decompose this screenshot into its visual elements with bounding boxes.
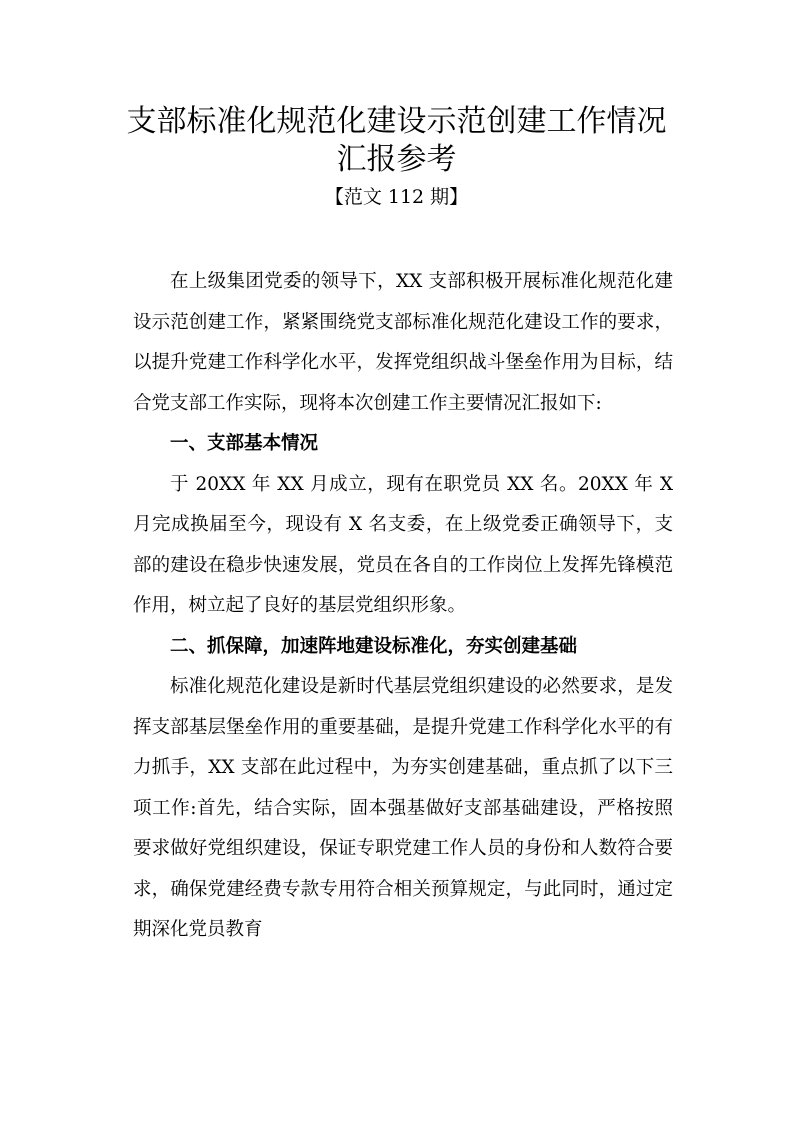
document-title-line-1: 支部标准化规范化建设示范创建工作情况 xyxy=(126,104,667,139)
document-body xyxy=(133,262,673,951)
section-heading-basic-info: 一、支部基本情况 xyxy=(170,433,319,454)
document-issue-label: 【范文 112 期】 xyxy=(324,186,469,208)
section-paragraph-guarantee: 标准化规范化建设是新时代基层党组织建设的必然要求，是发挥支部基层堡垒作用的重要基础，是提升党建工作科学化水平的有力抓手，XX 支部在此过程中，为夯实创建基础，重点抓了以下三项工作:首先，结合实际，固本强基做好支部基础建设，严格按照要求做好党组织建设，保证专职党建工作人员的身份和人数符合要求，确保党建经费专款专用符合相关预算规定，与此同时，通过定期深化党员教育 xyxy=(133,676,673,940)
section-heading-guarantee: 二、抓保障，加速阵地建设标准化，夯实创建基础 xyxy=(170,635,578,657)
document-title-line-2: 汇报参考 xyxy=(336,142,457,177)
section-paragraph-basic-info: 于 20XX 年 XX 月成立，现有在职党员 XX 名。20XX 年 X 月完成换届至今，现设有 X 名支委，在上级党委正确领导下，支部的建设在稳步快速发展，党员在各自的工作岗位上发挥先锋模范作用，树立起了良好的基层党组织形象。 xyxy=(133,473,673,616)
intro-paragraph: 在上级集团党委的领导下，XX 支部积极开展标准化规范化建设示范创建工作，紧紧围绕党支部标准化规范化建设工作的要求，以提升党建工作科学化水平，发挥党组织战斗堡垒作用为目标，结合党支部工作实际，现将本次创建工作主要情况汇报如下: xyxy=(133,271,673,414)
